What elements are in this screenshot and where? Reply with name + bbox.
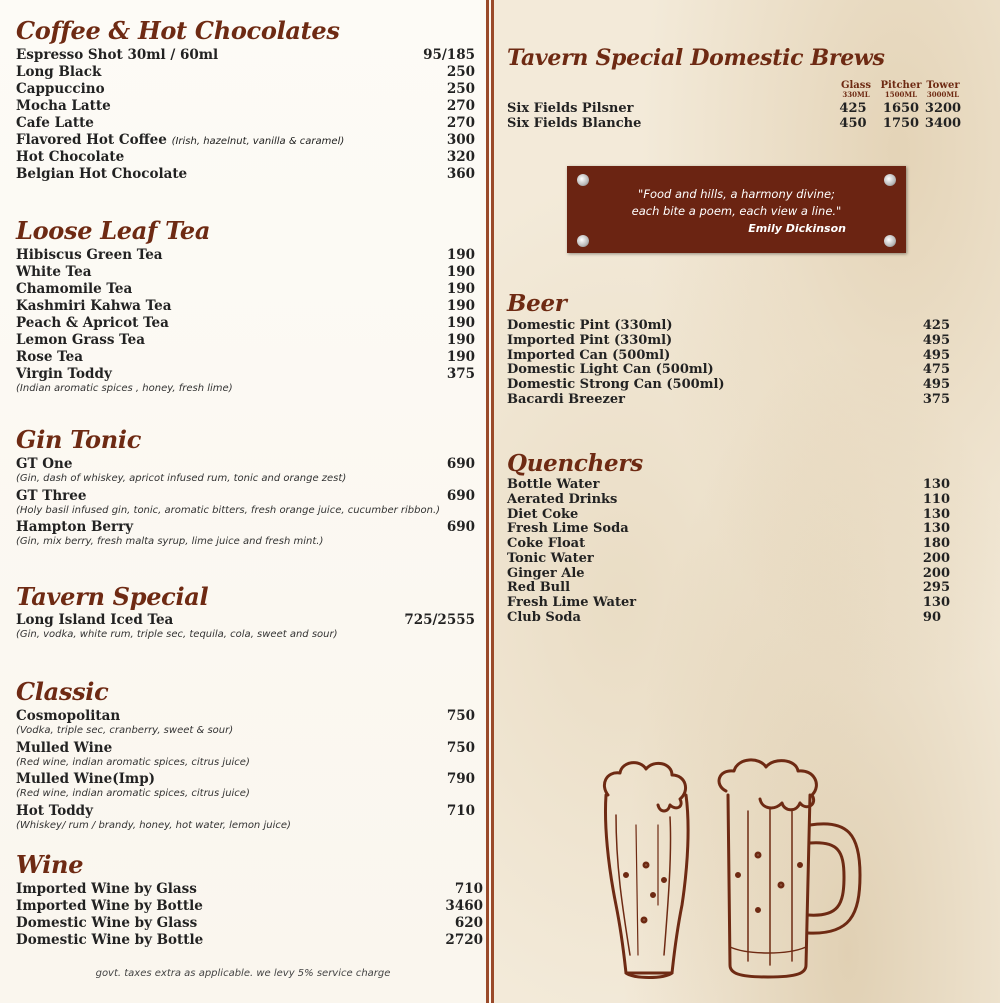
menu-item: Domestic Pint (330ml) [507, 318, 673, 333]
section-title-domestic-brews: Tavern Special Domestic Brews [507, 45, 885, 71]
menu-item: Red Bull [507, 580, 571, 595]
item-description: (Gin, vodka, white rum, triple sec, tequila, cola, sweet and sour) [16, 629, 338, 640]
menu-item: Domestic Strong Can (500ml) [507, 377, 725, 392]
column-header-glass: Glass 330ML [840, 80, 872, 99]
menu-item: Aerated Drinks [507, 492, 618, 507]
menu-item: Six Fields Pilsner [507, 101, 634, 116]
screw-icon [884, 235, 896, 247]
screw-icon [577, 174, 589, 186]
item-description: (Red wine, indian aromatic spices, citrus juice) [16, 788, 250, 799]
screw-icon [577, 235, 589, 247]
item-price: 425 [922, 318, 950, 333]
menu-item: Bacardi Breezer [507, 392, 626, 407]
item-price: 475 [922, 362, 950, 377]
item-price: 110 [922, 492, 950, 507]
section-title-coffee: Coffee & Hot Chocolates [16, 16, 340, 45]
item-description: (Gin, dash of whiskey, apricot infused rum, tonic and orange zest) [16, 473, 347, 484]
item-price: 130 [922, 595, 950, 610]
price-pitcher: 1750 [882, 116, 920, 131]
quote-text: "Food and hills, a harmony divine; each bite a poem, each view a line." [631, 187, 842, 218]
item-description: (Whiskey/ rum / brandy, honey, hot water, lemon juice) [16, 820, 291, 831]
menu-item: Six Fields Blanche [507, 116, 642, 131]
item-price: 130 [922, 521, 950, 536]
item-description: (Vodka, triple sec, cranberry, sweet & sour) [16, 725, 234, 736]
quote-author: Emily Dickinson [748, 222, 846, 235]
menu-item: Ginger Ale [507, 566, 585, 581]
price-tower: 3200 [924, 101, 962, 116]
menu-item: Club Soda [507, 610, 581, 625]
item-description: (Red wine, indian aromatic spices, citrus juice) [16, 757, 250, 768]
item-price: 375 [922, 392, 950, 407]
item-price: 495 [922, 333, 950, 348]
item-price: 130 [922, 507, 950, 522]
beer-illustration [598, 755, 878, 987]
item-price: 200 [922, 551, 950, 566]
section-title-beer: Beer [507, 290, 567, 317]
item-price: 495 [922, 377, 950, 392]
section-title-quenchers: Quenchers [507, 450, 643, 477]
section-title-wine: Wine [16, 850, 84, 879]
menu-item: Bottle Water [507, 477, 600, 492]
beer-mug-icon [719, 760, 860, 977]
panel-divider [486, 0, 494, 1003]
section-title-tea: Loose Leaf Tea [16, 216, 211, 245]
column-header-tower: Tower 3000ML [926, 80, 960, 99]
item-description: (Gin, mix berry, fresh malta syrup, lime juice and fresh mint.) [16, 536, 324, 547]
menu-item: Diet Coke [507, 507, 579, 522]
price-tower: 3400 [924, 116, 962, 131]
price-glass: 425 [839, 101, 867, 116]
price-pitcher: 1650 [882, 101, 920, 116]
menu-item: Fresh Lime Water [507, 595, 637, 610]
beer-glass-icon [604, 763, 688, 978]
menu-item: Fresh Lime Soda [507, 521, 629, 536]
menu-item: Tonic Water [507, 551, 594, 566]
item-description: (Holy basil infused gin, tonic, aromatic bitters, fresh orange juice, cucumber ribbon.) [16, 505, 441, 516]
menu-item: Imported Pint (330ml) [507, 333, 673, 348]
price-glass: 450 [839, 116, 867, 131]
menu-item: Imported Can (500ml) [507, 348, 671, 363]
section-title-classic: Classic [16, 677, 109, 706]
menu-item: Domestic Light Can (500ml) [507, 362, 714, 377]
screw-icon [884, 174, 896, 186]
menu-page: Coffee & Hot Chocolates Espresso Shot 30ml / 60ml 95/185 Long Black 250 Cappuccino 250 Mocha Latte 270 Cafe Latte 270 Flavored Hot Coffee (Irish, hazelnut, vanilla & caramel) 300 Hot Chocolate 320 Belgian Hot Chocolate 360 Loose Leaf Tea Hibiscus Green Tea 190 White Tea 190 Chamomile Tea 190 Kashmiri Kahwa Tea 190 Peach & Apricot Tea 190 Lemon Grass Tea 190 Rose Tea 190 Virgin Toddy 375 (Indian aromatic spices , honey, fresh lime) Gin Tonic GT One 690 (Gin, dash of whiskey, apricot infused rum, tonic and orange zest) GT Three 690 (Holy basil infused gin, tonic, aromatic bitters, fresh orange juice, cucumber ribbon.) Hampton Berry 690 (Gin, mix berry, fresh malta syrup, lime juice and fresh mint.) Tavern Special Long Island Iced Tea 725/2555 (Gin, vodka, white rum, triple sec, tequila, cola, sweet and sour) Classic Cosmopolitan 750 (Vodka, triple sec, cranberry, sweet & sour) Mulled Wine 750 (Red wine, indian aromatic spices, citrus juice) Mulled Wine(Imp) 790 (Red wine, indian aromatic spices, citrus juice) Hot Toddy 710 (Whiskey/ rum / brandy, honey, hot water, lemon juice) Wine Imported Wine by Glass 710 Imported Wine by Bottle 3460 Domestic Wine by Glass 620 Domestic Wine by Bottle 2720 govt. taxes extra as applicable. we levy 5% service charge Tavern Special Domestic Brews Glass 330ML Pitcher 1500ML Tower 3000ML Six Fields Pilsner 425 1650 3200 Six Fields Blanche 450 1750 3400 "Food and hills, a harmony divine; each bite a poem, each view a line." Emily Dickinson Beer Domestic Pint (330ml) 425 Imported Pint (330ml) 495 Imported Can (500ml) 495 Domestic Light Can (500ml) 475 Domestic Strong Can (500ml) 495 Bacardi Breezer 375 Quenchers Bottle Water 130 Aerated Drinks 110 Diet Coke 130 Fresh Lime Soda 130 Coke Float 180 Tonic Water 200 Ginger Ale 200 Red Bull 295 Fresh Lime Water 130 Club Soda 90 [0, 0, 1000, 1003]
item-price: 495 [922, 348, 950, 363]
item-price: 295 [922, 580, 950, 595]
item-price: 90 [922, 610, 941, 625]
footer-note: govt. taxes extra as applicable. we levy 5% service charge [95, 968, 391, 979]
item-price: 130 [922, 477, 950, 492]
quote-plaque [567, 166, 906, 253]
section-title-gin-tonic: Gin Tonic [16, 425, 142, 454]
item-price: 200 [922, 566, 950, 581]
menu-item: Coke Float [507, 536, 586, 551]
item-price: 180 [922, 536, 950, 551]
column-header-pitcher: Pitcher 1500ML [880, 80, 922, 99]
section-title-tavern-special: Tavern Special [16, 582, 209, 611]
item-description: (Indian aromatic spices , honey, fresh lime) [16, 383, 233, 394]
item-note: (Irish, hazelnut, vanilla & caramel) [171, 136, 345, 147]
